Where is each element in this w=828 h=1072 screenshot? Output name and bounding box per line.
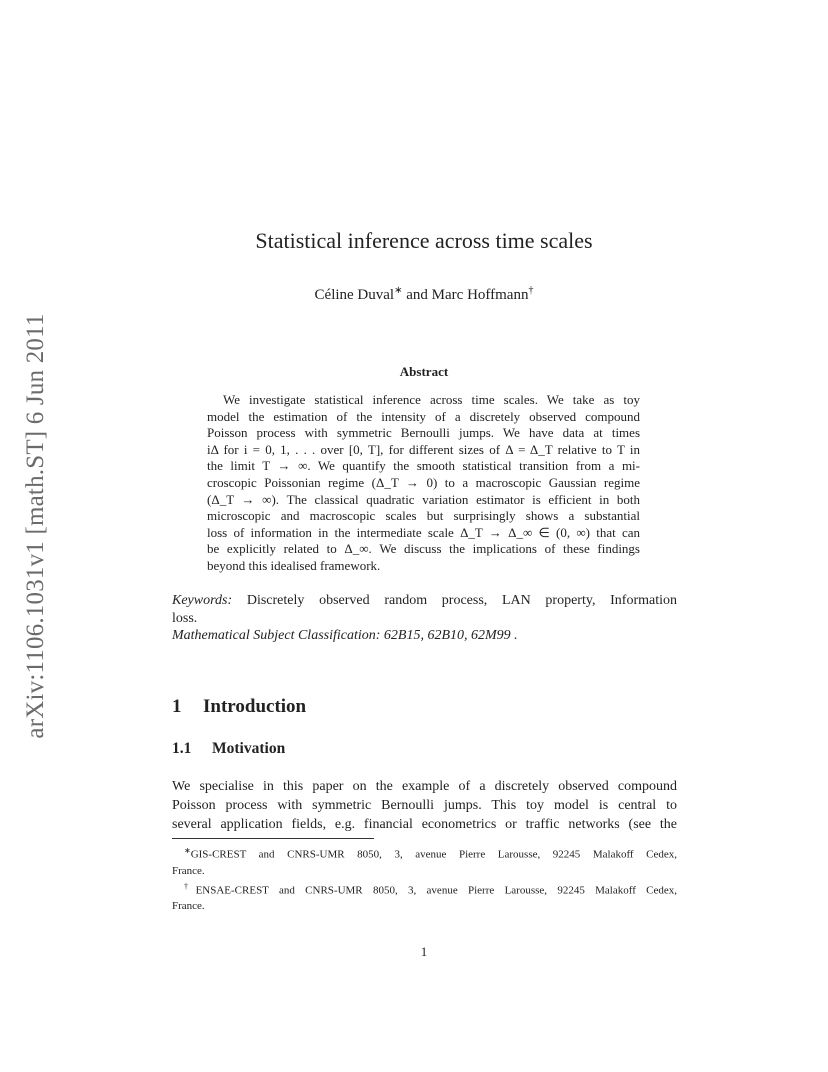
abstract-line: (Δ_T → ∞). The classical quadratic variation estimator is efficient in both xyxy=(207,491,640,507)
author-name: Marc Hoffmann xyxy=(431,287,529,303)
footnote-mark: ∗ xyxy=(184,846,191,855)
footnote-marker[interactable]: ∗ xyxy=(394,285,403,296)
footnote-marker[interactable]: † xyxy=(528,285,534,296)
section-heading xyxy=(172,696,306,718)
abstract-line: croscopic Poissonian regime (Δ_T → 0) to a macroscopic Gaussian regime xyxy=(207,474,640,490)
keywords-text: Discretely observed random process, LAN property, Information xyxy=(246,593,678,608)
subsection-number: 1.1 xyxy=(172,740,192,757)
introduction-paragraph xyxy=(172,777,677,834)
author-conjunction: and xyxy=(406,287,428,303)
subject-classification: Mathematical Subject Classification: 62B15, 62B10, 62M99 . xyxy=(172,628,518,643)
abstract-line: the limit T → ∞. We quantify the smooth statistical transition from a mi- xyxy=(207,458,640,474)
keywords-label: Keywords: xyxy=(172,593,233,608)
abstract-body xyxy=(207,392,640,575)
footnote-line: France. xyxy=(172,864,205,877)
footnote-rule xyxy=(172,838,374,839)
subsection-title: Motivation xyxy=(212,740,286,757)
paragraph-line: Poisson process with symmetric Bernoulli jumps. This toy model is central to xyxy=(172,798,677,813)
footnote-mark: † xyxy=(184,881,196,891)
abstract-line: We investigate statistical inference across time scales. We take as toy xyxy=(223,392,640,407)
author-name: Céline Duval xyxy=(314,287,395,303)
author-list xyxy=(0,285,828,304)
abstract-line: model the estimation of the intensity of a discretely observed compound xyxy=(207,408,640,424)
arxiv-identifier-stamp: arXiv:1106.1031v1 [math.ST] 6 Jun 2011 xyxy=(22,313,49,739)
abstract-line: loss of information in the intermediate scale Δ_T → Δ_∞ ∈ (0, ∞) that can xyxy=(207,524,640,540)
keywords-line xyxy=(172,592,677,610)
footnote-text: ENSAE-CREST and CNRS-UMR 8050, 3, avenue Pierre Larousse, 92245 Malakoff Cedex, xyxy=(195,884,678,897)
footnote-line xyxy=(172,879,677,899)
paragraph-line: We specialise in this paper on the example of a discretely observed compound xyxy=(172,779,677,794)
keywords-block xyxy=(172,592,677,627)
abstract-heading: Abstract xyxy=(399,364,449,379)
abstract-line: iΔ for i = 0, 1, . . . over [0, T], for different sizes of Δ = Δ_T relative to T in xyxy=(207,441,640,457)
page-number: 1 xyxy=(420,944,428,959)
footnotes xyxy=(172,843,677,914)
subsection-heading xyxy=(172,740,285,758)
footnote-line: France. xyxy=(172,900,205,913)
paper-title: Statistical inference across time scales xyxy=(255,228,593,253)
abstract-line: beyond this idealised framework. xyxy=(207,557,381,573)
footnote-line xyxy=(172,843,677,863)
abstract-line: microscopic and macroscopic scales but surprisingly shows a substantial xyxy=(207,508,640,524)
keywords-line: loss. xyxy=(172,610,198,626)
section-number: 1 xyxy=(172,696,182,717)
abstract-line: be explicitly related to Δ_∞. We discuss the implications of these findings xyxy=(207,541,640,557)
abstract-line: Poisson process with symmetric Bernoulli jumps. We have data at times xyxy=(207,425,640,441)
section-title: Introduction xyxy=(203,696,307,717)
footnote-text: GIS-CREST and CNRS-UMR 8050, 3, avenue Pierre Larousse, 92245 Malakoff Cedex, xyxy=(190,848,677,861)
paragraph-line: several application fields, e.g. financial econometrics or traffic networks (see the xyxy=(172,817,677,832)
